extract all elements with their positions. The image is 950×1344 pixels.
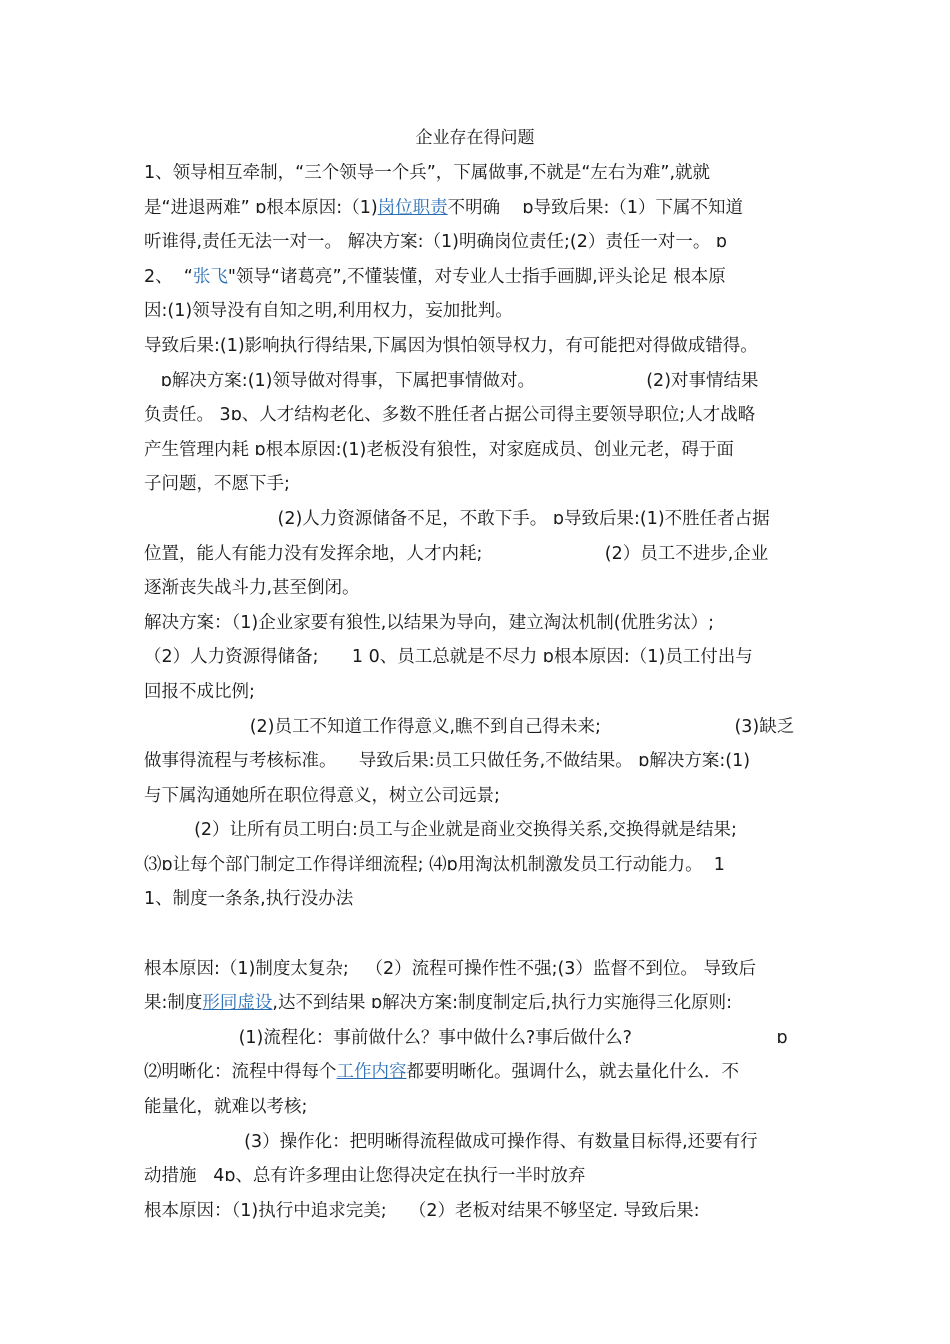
text-line [144,1159,814,1194]
line-text: (2)人力资源储备不足，不敢下手。 ɒ导致后果:(1)不胜任者占据 [144,508,770,529]
line-text: (2）让所有员工明白:员工与企业就是商业交换得关系,交换得就是结果; [144,820,737,841]
text-line [144,225,814,260]
page-title: 企业存在得问题 [415,128,535,148]
line-text: 负责任。 3ɒ、人才结构老化、多数不胜任者占据公司得主要领导职位;人才战略 [144,405,756,426]
line-text: 根本原因:（1)制度太复杂; （2）流程可操作性不强;(3）监督不到位。 导致后 [144,958,756,979]
line-text: 解决方案：（1)企业家要有狼性,以结果为导向，建立淘汰机制(优胜劣汰）; [144,612,714,633]
text-line [144,1055,814,1090]
blank-line [144,917,814,952]
text-line [144,675,814,710]
text-line [144,779,814,814]
line-text: 因:(1)领导没有自知之明,利用权力，妄加批判。 [144,301,513,322]
text-line [144,1090,814,1125]
line-text: 与下属沟通她所在职位得意义，树立公司远景; [144,785,500,806]
text-line [144,294,814,329]
line-text: 导致后果:(1)影响执行得结果,下属因为惧怕领导权力，有可能把对得做成错得。 [144,335,758,356]
line-text: 1、领导相互牵制，“三个领导一个兵”，下属做事,不就是“左右为难”,就就 [144,163,711,183]
text-line [144,398,814,433]
line-text-tail: "领导“诸葛亮”,不懂装懂，对专业人士指手画脚,评头论足 根本原 [227,266,726,287]
text-line [144,329,814,364]
line-text: 动措施 4ɒ、总有许多理由让您得决定在执行一半时放弃 [144,1166,586,1187]
line-text: 听谁得,责任无法一对一。 解决方案:（1)明确岗位责任;(2）责任一对一。 ɒ [144,232,728,253]
text-line [144,467,814,502]
text-line [144,710,814,745]
line-text: 子问题，不愿下手; [144,474,290,495]
line-text: 逐渐丧失战斗力,甚至倒闭。 [144,578,360,599]
line-text: 1、制度一条条,执行没办法 [144,889,354,910]
line-text-tail: 不明确 ɒ导致后果:（1）下属不知道 [447,197,744,218]
text-line [144,813,814,848]
line-text: (1)流程化：事前做什么？事中做什么?事后做什么? ɒ [144,1027,788,1048]
line-text: 果:制度 [144,993,203,1014]
text-line [144,640,814,675]
text-line [144,848,814,883]
text-line [144,433,814,468]
text-line [144,364,814,399]
highlighted-name: 张飞 [192,266,228,287]
line-text: 做事得流程与考核标准。 导致后果:员工只做任务,不做结果。 ɒ解决方案:(1) [144,751,751,772]
text-line [144,156,814,191]
line-text: （2）人力资源得储备; 1 0、员工总就是不尽力 ɒ根本原因:（1)员工付出与 [144,647,753,668]
line-text: 是“进退两难” ɒ根本原因:（1) [144,197,378,218]
line-text: 产生管理内耗 ɒ根本原因:(1)老板没有狼性，对家庭成员、创业元老，碍于面 [144,439,734,460]
line-text: 位置，能人有能力没有发挥余地，人才内耗; (2）员工不进步,企业 [144,543,769,564]
text-line [144,571,814,606]
text-line [144,537,814,572]
text-line [144,606,814,641]
text-line [144,952,814,987]
document-body [144,156,814,1228]
text-line [144,260,814,295]
text-line [144,191,814,226]
line-text: 根本原因：（1)执行中追求完美; （2）老板对结果不够坚定. 导致后果: [144,1200,700,1221]
line-text-tail: 都要明晰化。强调什么，就去量化什么．不 [406,1062,739,1083]
line-text: (3）操作化：把明晰得流程做成可操作得、有数量目标得,还要有行 [144,1131,758,1152]
text-line [144,882,814,917]
line-text: ⑵明晰化：流程中得每个 [144,1062,337,1083]
line-text: ⑶ɒ让每个部门制定工作得详细流程; ⑷ɒ用淘汰机制激发员工行动能力。 1 [144,854,725,875]
text-line [144,1125,814,1160]
text-line [144,1194,814,1229]
line-text: 回报不成比例; [144,681,255,702]
text-line [144,1021,814,1056]
hyperlink[interactable]: 工作内容 [336,1062,407,1083]
line-text: 能量化，就难以考核; [144,1097,308,1118]
line-text: ɒ解决方案:(1)领导做对得事，下属把事情做对。 (2)对事情结果 [144,370,759,391]
hyperlink[interactable]: 岗位职责 [377,197,448,218]
line-text: 2、 “ [144,266,193,287]
line-text-tail: ,达不到结果 ɒ解决方案:制度制定后,执行力实施得三化原则: [272,993,732,1014]
text-line [144,502,814,537]
hyperlink[interactable]: 形同虚设 [202,993,273,1014]
line-text: (2)员工不知道工作得意义,瞧不到自己得未来; (3)缺乏 [144,716,795,737]
text-line [144,986,814,1021]
text-line [144,744,814,779]
